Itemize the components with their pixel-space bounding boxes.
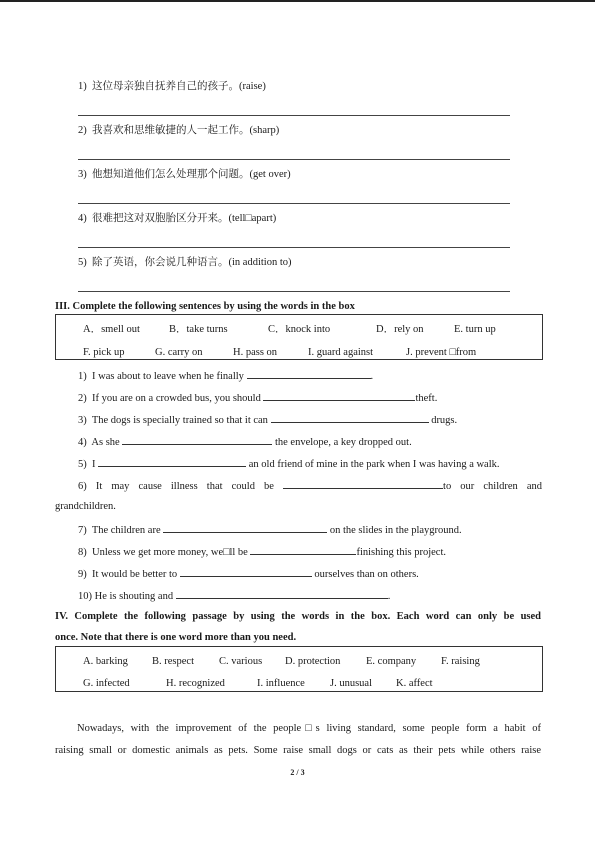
sentence-text: It may cause illness that could be [95,481,274,492]
answer-line[interactable] [78,247,510,248]
word-option: K. affect [396,678,433,689]
word-option: D. protection [285,656,341,667]
sentence-text: As she [91,437,120,448]
section-4-heading-line1: IV. Complete the following passage by using the words in the box. Each word can only be used [55,611,541,622]
word-option: E. turn up [454,324,496,335]
sentence-text: drugs. [428,415,458,426]
word-option: J. prevent □from [406,347,477,358]
sentence-text: If you are on a crowded bus, you should [92,393,261,404]
answer-blank[interactable] [271,412,429,423]
answer-blank[interactable] [176,588,388,599]
word-option: E. company [366,656,417,667]
sentence-item [78,478,542,493]
word-option: C. various [219,656,263,667]
sentence-item [78,434,412,449]
word-option: G. carry on [155,347,203,358]
item-number: 3) [78,415,87,426]
word-option: F. raising [441,656,480,667]
word-box-3 [55,314,543,360]
answer-blank[interactable] [247,368,371,379]
item-number: 5) [78,459,87,470]
item-text: 我喜欢和思维敏捷的人一起工作。(sharp) [92,125,280,136]
item-text: 这位母亲独自抚养自己的孩子。(raise) [92,81,266,92]
sentence-item [78,456,500,471]
sentence-text: . [387,591,391,602]
word-option: B. respect [152,656,194,667]
sentence-text: It would be better to [92,569,178,580]
word-option: A. barking [83,656,128,667]
item-number: 6) [78,481,87,492]
answer-line[interactable] [78,203,510,204]
word-option: C．knock into [268,324,331,335]
sentence-text: finishing this project. [356,547,447,558]
item-number: 8) [78,547,87,558]
sentence-text: The children are [91,525,161,536]
word-box-4 [55,646,543,692]
item-number: 10) [78,591,92,602]
sentence-text: I [92,459,96,470]
item-number: 2) [78,125,87,136]
translation-item [78,124,279,137]
item-text: 除了英语，你会说几种语言。(in addition to) [92,257,292,268]
item-text: 他想知道他们怎么处理那个问题。(get over) [92,169,291,180]
answer-line[interactable] [78,159,510,160]
sentence-item [78,544,446,559]
answer-blank[interactable] [163,522,327,533]
word-option: H. pass on [233,347,278,358]
word-option: H. recognized [166,678,225,689]
answer-blank[interactable] [283,478,443,489]
sentence-text: I was about to leave when he finally [92,371,244,382]
word-option: D．rely on [376,324,424,335]
item-text: 很难把这对双胞胎区分开来。(tell□apart) [92,213,277,224]
word-option: I. influence [257,678,305,689]
answer-blank[interactable] [122,434,272,445]
passage-line-2: raising small or domestic animals as pets. Some raise small dogs or cats as their pets while others raise [55,745,541,756]
sentence-text: on the slides in the playground. [327,525,462,536]
sentence-text: theft. [415,393,438,404]
answer-blank[interactable] [180,566,312,577]
answer-line[interactable] [78,291,510,292]
sentence-item [78,588,390,603]
top-rule [0,0,595,2]
translation-item [78,80,266,93]
item-number: 1) [78,81,87,92]
item-number: 1) [78,371,87,382]
answer-line[interactable] [78,115,510,116]
sentence-text: an old friend of mine in the park when I was having a walk. [246,459,500,470]
translation-item [78,256,292,269]
item-number: 3) [78,169,87,180]
item-number: 4) [78,213,87,224]
section-4-heading-line2: once. Note that there is one word more than you need. [55,632,297,643]
sentence-text: The dogs is specially trained so that it can [91,415,268,426]
passage-line-1: Nowadays, with the improvement of the people□s living standard, some people form a habit of [77,723,541,734]
section-3-heading: III. Complete the following sentences by using the words in the box [55,301,355,312]
sentence-item [78,412,457,427]
answer-blank[interactable] [98,456,246,467]
item-number: 9) [78,569,87,580]
answer-blank[interactable] [263,390,415,401]
sentence-text: Unless we get more money, we□ll be [92,547,248,558]
sentence-text: ourselves than on others. [311,569,419,580]
sentence-text: He is shouting and [94,591,174,602]
page-number: 2 / 3 [290,768,305,777]
word-option: J. unusual [330,678,372,689]
item-number: 2) [78,393,87,404]
sentence-item [78,368,373,383]
sentence-item [78,566,419,581]
sentence-text: to our children and [443,481,543,492]
word-option: G. infected [83,678,130,689]
sentence-text: . [370,371,374,382]
word-option: F. pick up [83,347,125,358]
translation-item [78,212,276,225]
item-number: 5) [78,257,87,268]
word-option: B．take turns [169,324,228,335]
word-option: A．smell out [83,324,140,335]
sentence-text: the envelope, a key dropped out. [272,437,412,448]
answer-blank[interactable] [250,544,356,555]
translation-item [78,168,291,181]
sentence-continuation: grandchildren. [55,501,116,512]
sentence-item [78,522,462,537]
sentence-item [78,390,437,405]
item-number: 7) [78,525,87,536]
word-option: I. guard against [308,347,374,358]
item-number: 4) [78,437,87,448]
